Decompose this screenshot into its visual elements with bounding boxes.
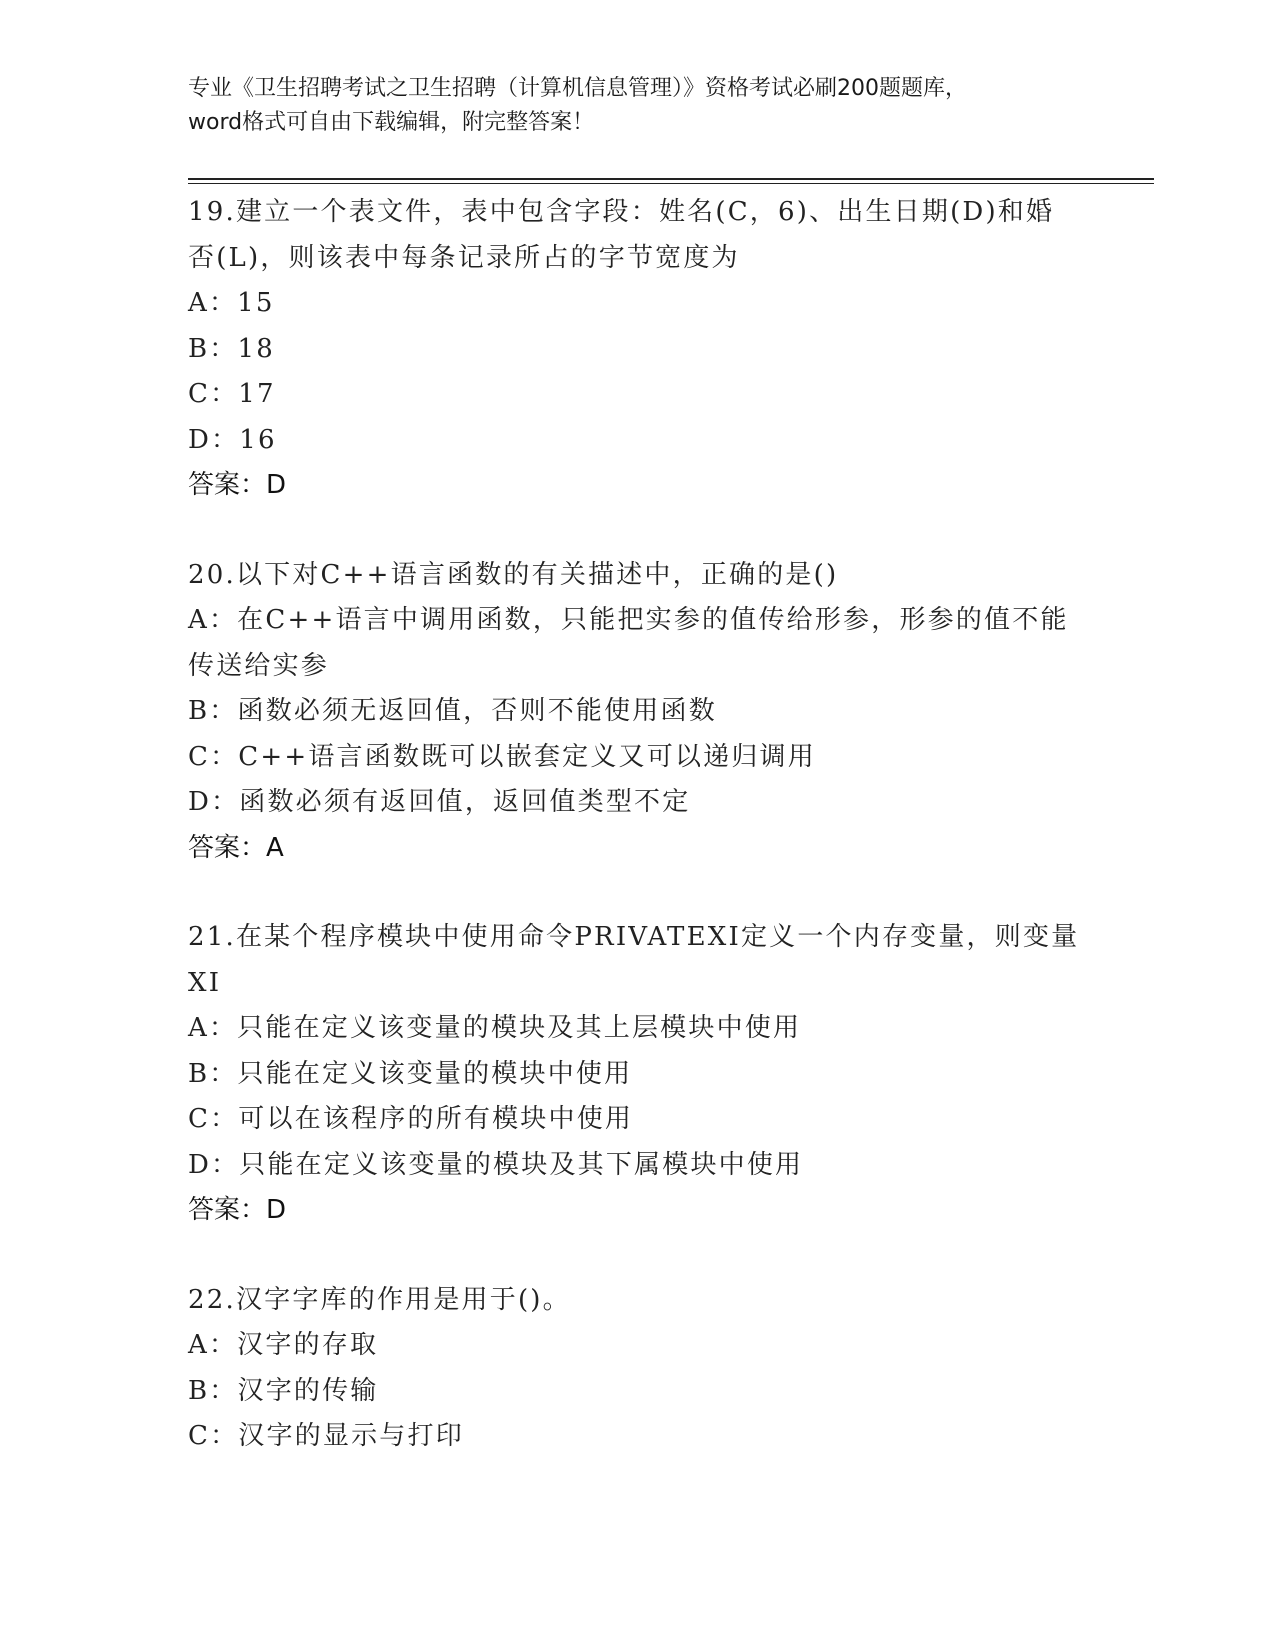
option-c: C：17 — [188, 379, 276, 409]
header-line-1: 专业《卫生招聘考试之卫生招聘（计算机信息管理）》资格考试必刷200题题库， — [188, 76, 967, 101]
question-22 — [188, 1278, 1088, 1460]
option-b: B：只能在定义该变量的模块中使用 — [188, 1058, 633, 1089]
question-19 — [188, 190, 1088, 509]
header-divider-thick — [188, 178, 1154, 180]
option-b: B：汉字的传输 — [188, 1375, 379, 1406]
page-header — [188, 72, 1088, 140]
question-text: 20.以下对C++语言函数的有关描述中，正确的是() — [188, 559, 839, 590]
question-text: 否(L)，则该表中每条记录所占的字节宽度为 — [188, 242, 740, 273]
question-21 — [188, 915, 1088, 1234]
option-b: B：函数必须无返回值，否则不能使用函数 — [188, 696, 717, 726]
option-c: C：汉字的显示与打印 — [188, 1421, 464, 1451]
option-d: D：函数必须有返回值，返回值类型不定 — [188, 787, 691, 817]
question-20 — [188, 553, 1088, 872]
option-a: A：在C++语言中调用函数，只能把实参的值传给形参，形参的值不能 — [188, 605, 1069, 635]
question-list — [188, 190, 1088, 1504]
option-d: D：只能在定义该变量的模块及其下属模块中使用 — [188, 1149, 804, 1180]
answer-text: 答案：D — [188, 470, 287, 500]
question-text: 19.建立一个表文件，表中包含字段：姓名(C，6)、出生日期(D)和婚 — [188, 197, 1055, 227]
question-text: 21.在某个程序模块中使用命令PRIVATEXI定义一个内存变量，则变量 — [188, 922, 1080, 952]
question-text: 22.汉字字库的作用是用于()。 — [188, 1284, 571, 1315]
option-d: D：16 — [188, 424, 277, 455]
option-b: B：18 — [188, 333, 275, 364]
option-a-continued: 传送给实参 — [188, 650, 330, 681]
option-c: C：可以在该程序的所有模块中使用 — [188, 1104, 634, 1134]
answer-text: 答案：D — [188, 1195, 287, 1225]
option-a: A：只能在定义该变量的模块及其上层模块中使用 — [188, 1013, 802, 1043]
option-a: A：汉字的存取 — [188, 1330, 379, 1360]
option-c: C：C++语言函数既可以嵌套定义又可以递归调用 — [188, 741, 816, 772]
question-text: XI — [188, 967, 222, 998]
answer-text: 答案：A — [188, 832, 284, 863]
header-line-2: word格式可自由下载编辑，附完整答案！ — [188, 110, 595, 135]
header-divider-thin — [188, 183, 1154, 184]
option-a: A：15 — [188, 288, 275, 318]
